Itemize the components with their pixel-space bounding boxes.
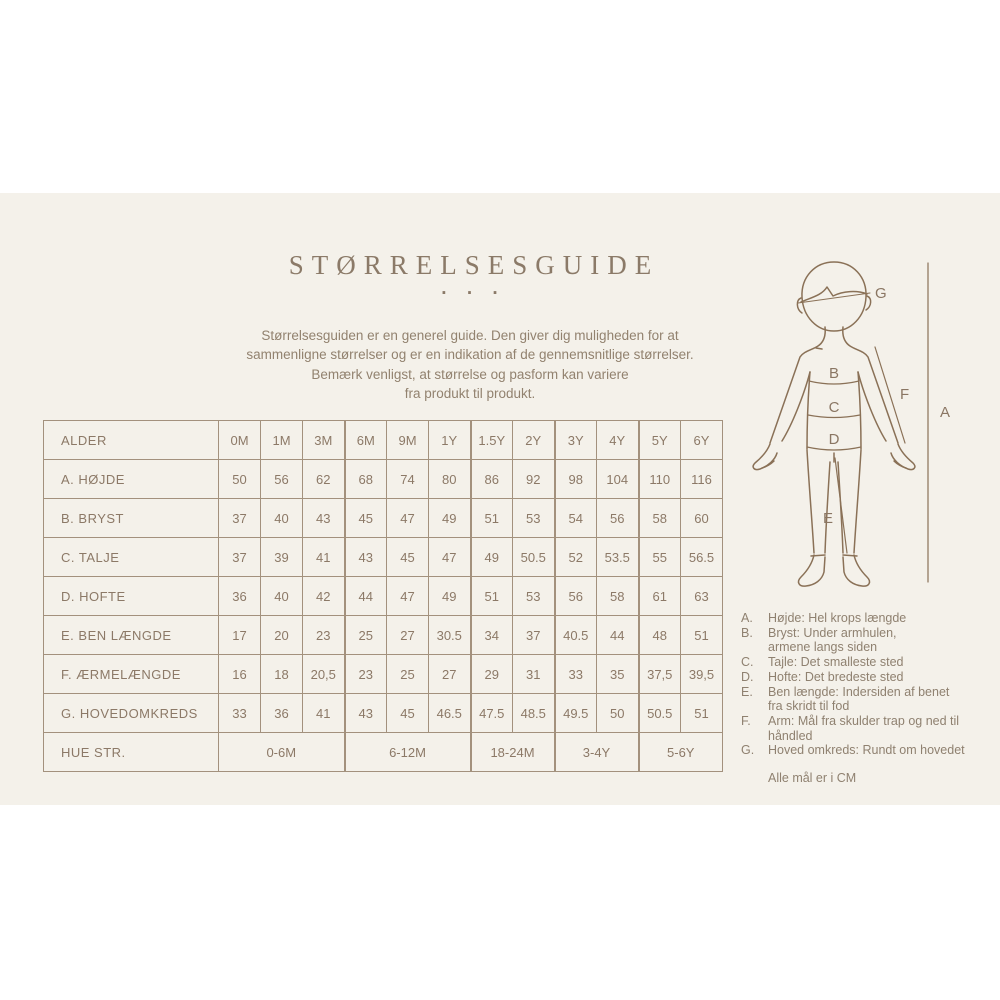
size-cell: 27	[429, 655, 471, 694]
size-cell: 51	[471, 499, 513, 538]
intro-line: fra produkt til produkt.	[404, 385, 536, 401]
right-foot	[843, 555, 869, 586]
figure-label-b: B	[828, 365, 840, 382]
size-cell: 116	[681, 460, 723, 499]
figure-label-c: C	[828, 399, 840, 416]
legend-text	[768, 714, 983, 743]
table-row-aermelaengde	[44, 655, 723, 694]
size-cell: 50.5	[513, 538, 555, 577]
size-cell: 53.5	[597, 538, 639, 577]
legend-line: fra skridt til fod	[768, 699, 850, 714]
legend-text	[768, 743, 983, 758]
legend-item-a	[741, 611, 983, 626]
size-cell: 17	[219, 616, 261, 655]
legend-line: Højde: Hel krops længde	[768, 611, 907, 625]
size-cell: 45	[387, 538, 429, 577]
legend-text	[768, 685, 983, 714]
size-cell: 58	[639, 499, 681, 538]
size-cell: 50	[219, 460, 261, 499]
legend-item-b	[741, 626, 983, 655]
hue-size-group: 0-6M	[219, 733, 345, 772]
size-cell: 47	[387, 577, 429, 616]
table-header-row	[44, 421, 723, 460]
legend-text	[768, 611, 983, 626]
legend-letter: B.	[741, 625, 753, 640]
size-cell: 36	[261, 694, 303, 733]
legend-item-e	[741, 685, 983, 714]
size-cell: 16	[219, 655, 261, 694]
figure-label-e: E	[822, 510, 834, 527]
size-cell: 48.5	[513, 694, 555, 733]
size-cell: 104	[597, 460, 639, 499]
table-row-ben-laengde	[44, 616, 723, 655]
legend-item-d	[741, 670, 983, 685]
legend-line: Bryst: Under armhulen,	[768, 625, 897, 640]
size-cell: 61	[639, 577, 681, 616]
size-cell: 49	[471, 538, 513, 577]
age-column-header: 6Y	[681, 421, 723, 460]
legend-line: Hoved omkreds: Rundt om hovedet	[768, 743, 965, 758]
legend-item-g	[741, 743, 983, 758]
size-cell: 43	[345, 538, 387, 577]
measurement-legend	[741, 611, 983, 786]
size-table	[43, 420, 723, 772]
size-cell: 54	[555, 499, 597, 538]
size-cell: 110	[639, 460, 681, 499]
size-cell: 47	[429, 538, 471, 577]
age-column-header: 0M	[219, 421, 261, 460]
head-outline	[802, 262, 866, 331]
legend-line: Tajle: Det smalleste sted	[768, 655, 904, 670]
size-cell: 56	[555, 577, 597, 616]
table-row-hofte	[44, 577, 723, 616]
size-cell: 41	[303, 694, 345, 733]
legend-text	[768, 655, 983, 670]
size-cell: 39,5	[681, 655, 723, 694]
size-cell: 47	[387, 499, 429, 538]
figure-label-g: G	[875, 285, 887, 302]
figure-label-d: D	[828, 431, 840, 448]
leg-length-line	[835, 458, 847, 553]
right-leg-outer	[854, 450, 861, 553]
size-cell: 40	[261, 499, 303, 538]
age-column-header: 9M	[387, 421, 429, 460]
size-cell: 62	[303, 460, 345, 499]
left-inner-arm	[782, 372, 810, 441]
size-cell: 23	[345, 655, 387, 694]
header-label: ALDER	[44, 421, 219, 460]
legend-text	[768, 626, 983, 655]
legend-line: Arm: Mål fra skulder trap og ned til	[768, 713, 960, 728]
legend-letter: E.	[741, 684, 753, 699]
size-cell: 50	[597, 694, 639, 733]
chest-dash	[816, 348, 822, 349]
child-measurement-figure	[720, 235, 980, 605]
table-row-hue-str	[44, 733, 723, 772]
row-label: C. TALJE	[44, 538, 219, 577]
size-cell: 37	[219, 538, 261, 577]
age-column-header: 1.5Y	[471, 421, 513, 460]
size-cell: 53	[513, 577, 555, 616]
left-ear	[797, 298, 802, 313]
legend-letter: C.	[741, 655, 754, 670]
legend-item-c	[741, 655, 983, 670]
size-cell: 63	[681, 577, 723, 616]
units-note: Alle mål er i CM	[768, 771, 857, 786]
figure-label-a: A	[940, 404, 951, 421]
right-inner-arm	[858, 372, 886, 441]
size-cell: 37,5	[639, 655, 681, 694]
size-cell: 37	[513, 616, 555, 655]
size-cell: 31	[513, 655, 555, 694]
table-row-hovedomkreds	[44, 694, 723, 733]
size-cell: 68	[345, 460, 387, 499]
left-leg-inner	[825, 462, 830, 553]
size-cell: 39	[261, 538, 303, 577]
size-cell: 40.5	[555, 616, 597, 655]
decorative-dots: · · ·	[441, 283, 506, 304]
size-cell: 33	[555, 655, 597, 694]
table-row-hojde	[44, 460, 723, 499]
size-cell: 45	[387, 694, 429, 733]
row-label: HUE STR.	[44, 733, 219, 772]
size-cell: 46.5	[429, 694, 471, 733]
size-cell: 33	[219, 694, 261, 733]
size-cell: 49	[429, 577, 471, 616]
size-cell: 27	[387, 616, 429, 655]
row-label: B. BRYST	[44, 499, 219, 538]
size-cell: 86	[471, 460, 513, 499]
size-cell: 20	[261, 616, 303, 655]
right-ear	[866, 296, 871, 310]
size-cell: 53	[513, 499, 555, 538]
size-cell: 56	[597, 499, 639, 538]
size-cell: 51	[681, 694, 723, 733]
size-cell: 23	[303, 616, 345, 655]
legend-letter: A.	[741, 611, 753, 625]
size-cell: 80	[429, 460, 471, 499]
intro-line: Bemærk venligst, at størrelse og pasform kan variere	[311, 366, 629, 382]
size-cell: 43	[303, 499, 345, 538]
right-hand	[891, 444, 915, 470]
legend-letter: G.	[741, 743, 755, 758]
intro-paragraph	[170, 326, 770, 403]
legend-letter: F.	[741, 713, 751, 728]
age-column-header: 1M	[261, 421, 303, 460]
size-cell: 42	[303, 577, 345, 616]
size-cell: 36	[219, 577, 261, 616]
legend-line: Ben længde: Indersiden af benet	[768, 684, 950, 699]
intro-line: sammenligne størrelser og er en indikation af de gennemsnitlige størrelser.	[246, 347, 694, 363]
age-column-header: 6M	[345, 421, 387, 460]
legend-item-f	[741, 714, 983, 743]
size-cell: 55	[639, 538, 681, 577]
row-label: A. HØJDE	[44, 460, 219, 499]
size-cell: 45	[345, 499, 387, 538]
size-cell: 47.5	[471, 694, 513, 733]
size-cell: 35	[597, 655, 639, 694]
size-cell: 44	[597, 616, 639, 655]
size-cell: 49	[429, 499, 471, 538]
table-row-bryst	[44, 499, 723, 538]
legend-line: håndled	[768, 728, 813, 743]
size-cell: 34	[471, 616, 513, 655]
size-cell: 48	[639, 616, 681, 655]
row-label: D. HOFTE	[44, 577, 219, 616]
right-shoulder-arm	[843, 327, 898, 443]
hue-size-group: 18-24M	[471, 733, 555, 772]
legend-line: Hofte: Det bredeste sted	[768, 669, 904, 684]
row-label: F. ÆRMELÆNGDE	[44, 655, 219, 694]
size-cell: 52	[555, 538, 597, 577]
left-shoulder-arm	[770, 327, 825, 443]
size-cell: 29	[471, 655, 513, 694]
page-title: STØRRELSESGUIDE	[288, 250, 660, 280]
right-leg-inner	[838, 462, 843, 553]
left-hand	[753, 444, 777, 470]
size-cell: 43	[345, 694, 387, 733]
age-column-header: 1Y	[429, 421, 471, 460]
size-cell: 41	[303, 538, 345, 577]
size-cell: 51	[681, 616, 723, 655]
size-cell: 56.5	[681, 538, 723, 577]
age-column-header: 3Y	[555, 421, 597, 460]
age-column-header: 2Y	[513, 421, 555, 460]
size-cell: 49.5	[555, 694, 597, 733]
size-cell: 50.5	[639, 694, 681, 733]
size-cell: 37	[219, 499, 261, 538]
row-label: G. HOVEDOMKREDS	[44, 694, 219, 733]
hue-size-group: 3-4Y	[555, 733, 639, 772]
size-cell: 30.5	[429, 616, 471, 655]
row-label: E. BEN LÆNGDE	[44, 616, 219, 655]
left-leg-outer	[807, 450, 814, 553]
size-cell: 25	[387, 655, 429, 694]
hue-size-group: 6-12M	[345, 733, 471, 772]
legend-line: armene langs siden	[768, 640, 878, 655]
size-cell: 92	[513, 460, 555, 499]
age-column-header: 4Y	[597, 421, 639, 460]
intro-line: Størrelsesguiden er en generel guide. Den giver dig muligheden for at	[261, 328, 679, 343]
left-foot	[799, 555, 825, 586]
age-column-header: 5Y	[639, 421, 681, 460]
size-cell: 20,5	[303, 655, 345, 694]
legend-letter: D.	[741, 669, 754, 684]
header-block	[170, 250, 770, 304]
age-column-header: 3M	[303, 421, 345, 460]
size-cell: 25	[345, 616, 387, 655]
figure-label-f: F	[900, 386, 910, 403]
size-cell: 40	[261, 577, 303, 616]
size-cell: 98	[555, 460, 597, 499]
table-row-talje	[44, 538, 723, 577]
legend-text	[768, 670, 983, 685]
size-cell: 44	[345, 577, 387, 616]
size-cell: 58	[597, 577, 639, 616]
head-circumference-line	[798, 293, 870, 303]
hue-size-group: 5-6Y	[639, 733, 723, 772]
size-cell: 51	[471, 577, 513, 616]
size-cell: 56	[261, 460, 303, 499]
size-cell: 18	[261, 655, 303, 694]
size-cell: 60	[681, 499, 723, 538]
size-cell: 74	[387, 460, 429, 499]
